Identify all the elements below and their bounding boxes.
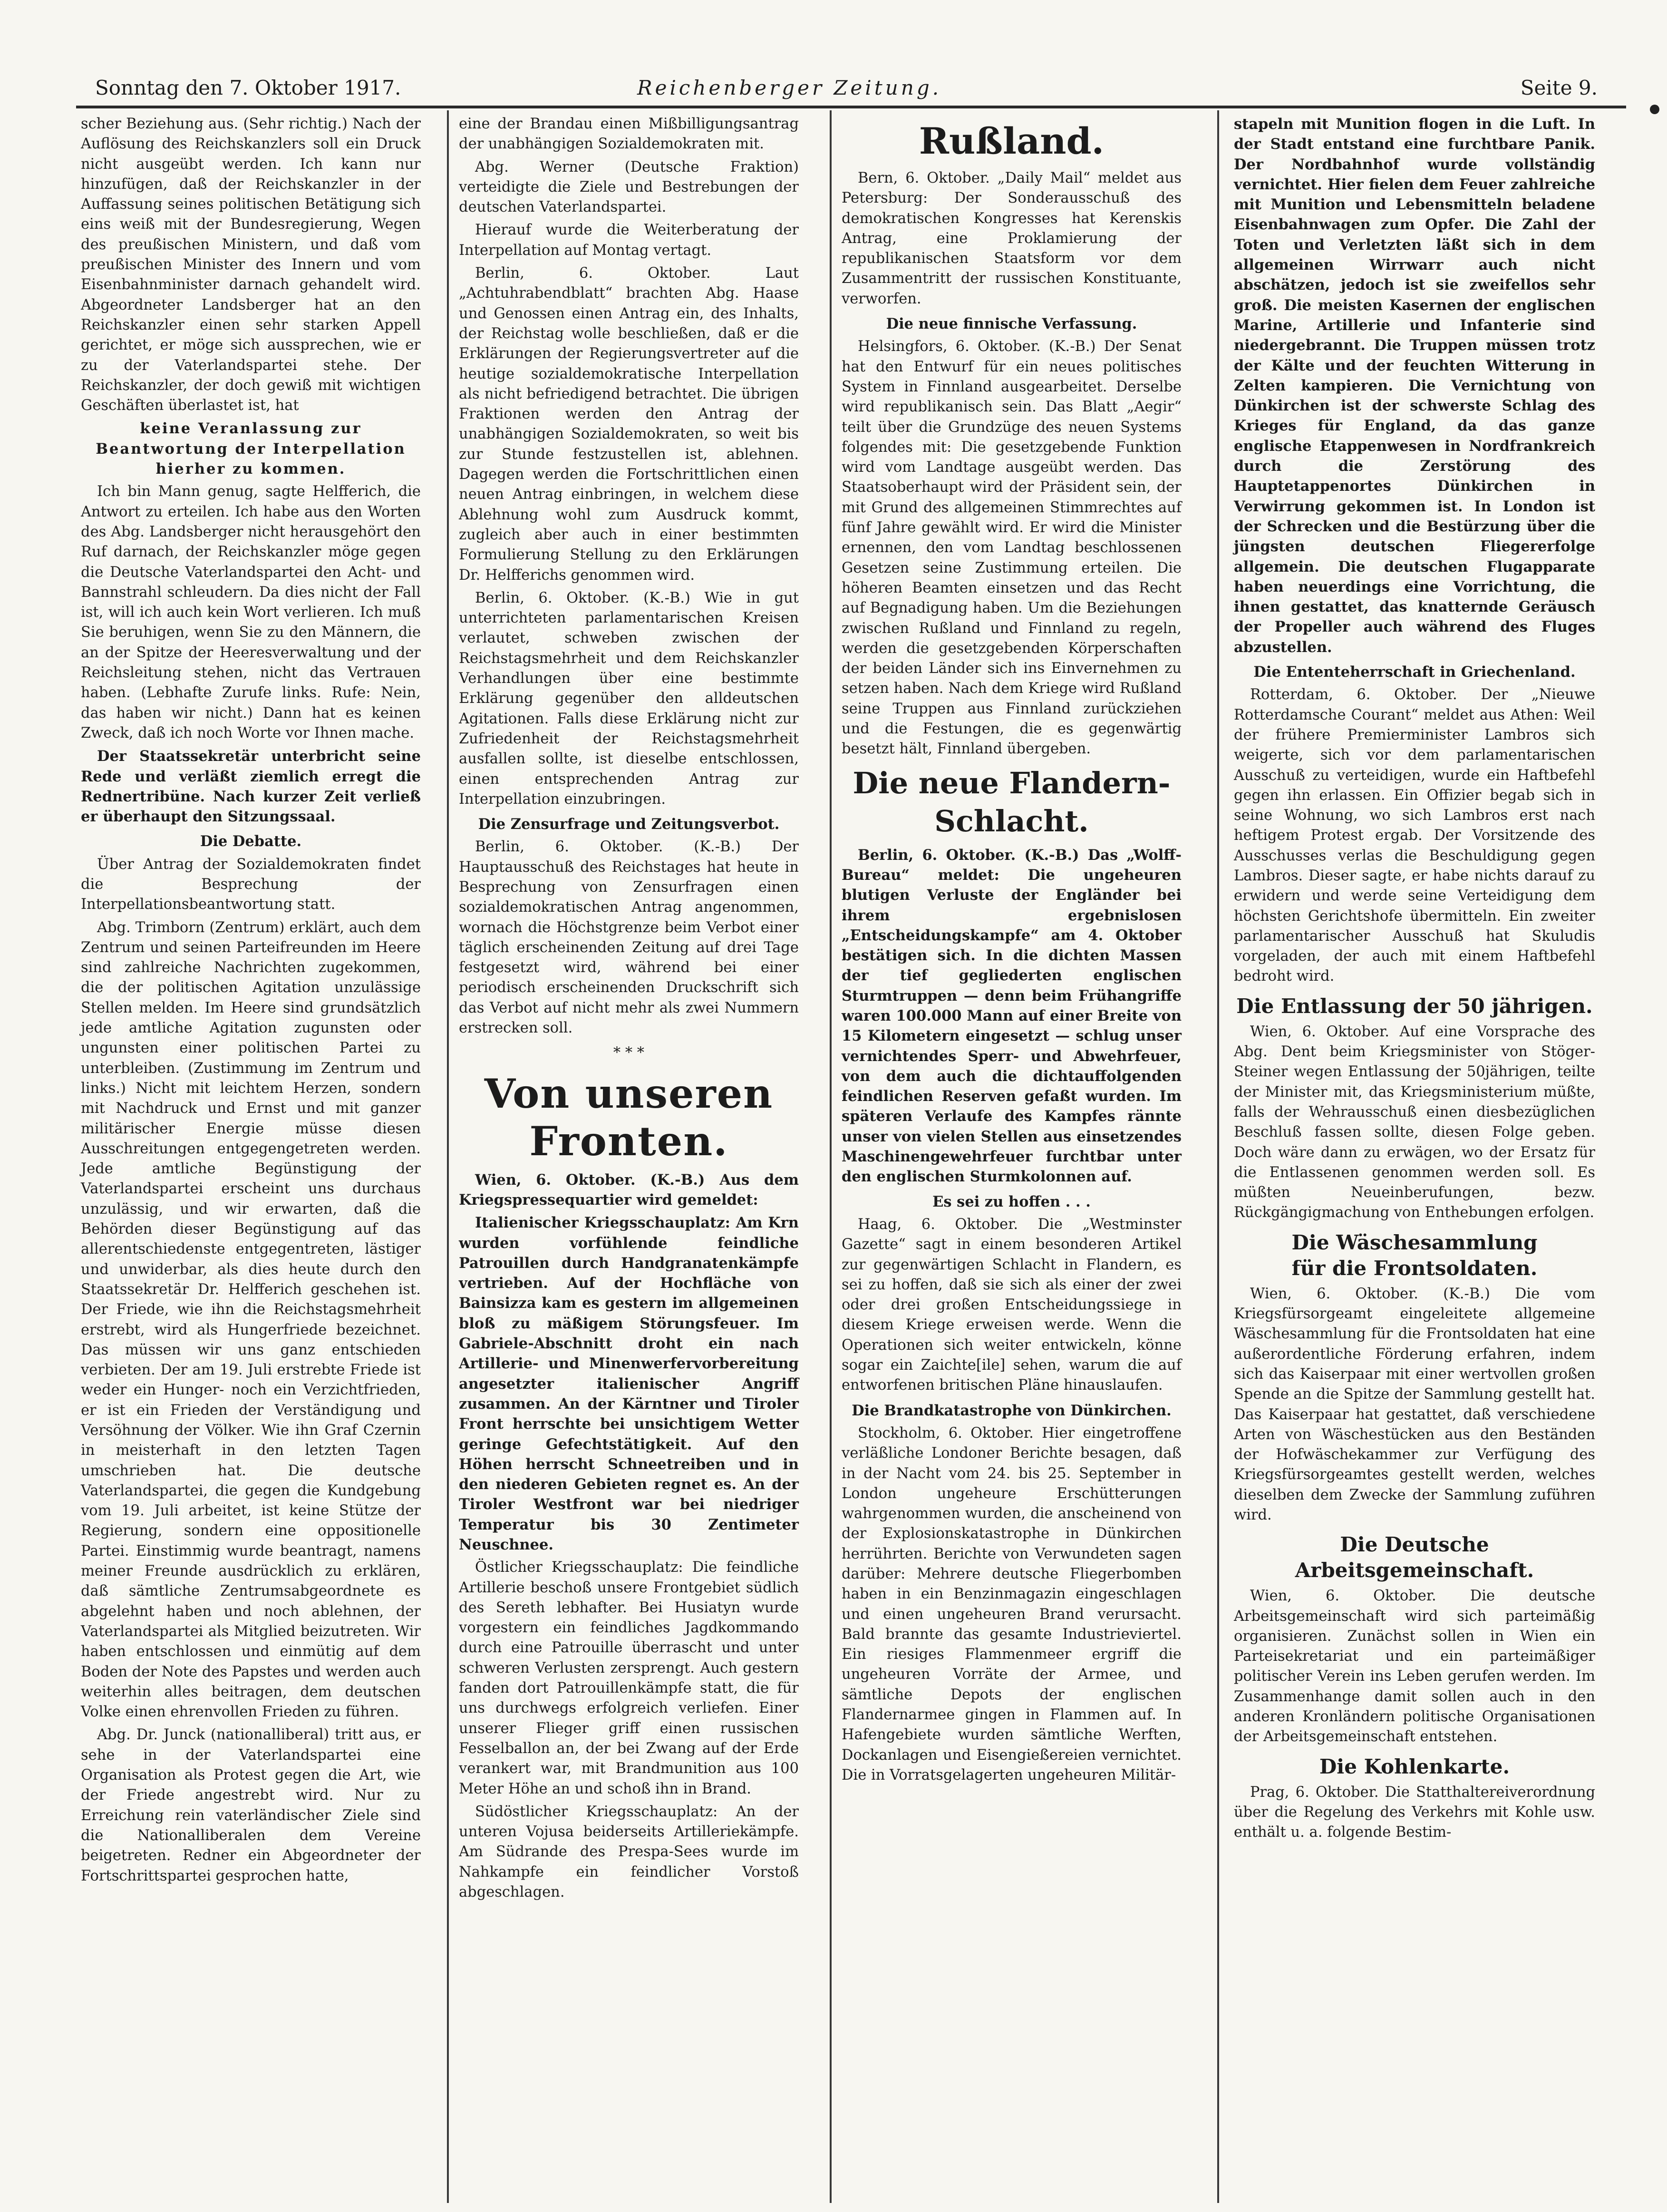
paragraph: Hierauf wurde die Weiterberatung der Interpellation auf Montag vertagt. — [459, 222, 799, 259]
paragraph: Berlin, 6. Oktober. (K.-B.) Wie in gut unterrichteten parlamentarischen Kreisen verlautet, schweben zwischen der Reichstagsmehrheit und dem Reichskanzler Verhandlungen über eine bestimmte Erklärung gegenüber den alldeutschen Agitationen. Falls diese Erklärung nicht zur Zufriedenheit der Reichstagsmehrheit ausfallen sollte, ist dieselbe entschlossen, einen entsprechenden Antrag zur Interpellation einzubringen. — [459, 589, 799, 808]
paragraph: Italienischer Kriegsschauplatz: Am Krn wurden vorfühlende feindliche Patrouillen durch Handgranatenkämpfe vertrieben. Auf der Hochfläche von Bainsizza kam es gestern im allgemeinen bloß zu mäßigem Störungsfeuer. Im Gabriele-Abschnitt droht ein nach Artillerie- und Minenwerfervorbereitung angesetzter italienischer Angriff zusammen. An der Kärntner und Tiroler Front herrschte bei unsichtigem Wetter geringe Gefechtstätigkeit. Auf den Höhen herrscht Schneetreiben und in den niederen Gebieten regnet es. An der Tiroler Westfront war bei niedriger Temperatur bis 30 Zentimeter Neuschnee. — [459, 1214, 799, 1553]
issue-date: Sonntag den 7. Oktober 1917. — [95, 76, 401, 99]
paragraph: keine Veranlassung zur Beantwortung der Interpellation hierher zu kommen. — [96, 420, 406, 478]
column-3 — [842, 114, 1182, 1788]
section-heading: Die Ententeherrschaft in Griechenland. — [1253, 663, 1576, 681]
separator-stars: * * * — [613, 1044, 645, 1062]
headline-russia: Rußland. — [919, 120, 1105, 162]
paragraph: Über Antrag der Sozialdemokraten findet die Besprechung der Interpellationsbeantwortung statt. — [81, 856, 421, 913]
header-rule — [76, 106, 1626, 108]
masthead — [76, 71, 1598, 105]
section-heading: Die Brandkatastrophe von Dünkirchen. — [852, 1402, 1172, 1419]
headline-laundry-1: Die Wäschesammlung — [1291, 1230, 1538, 1254]
column-divider — [1217, 110, 1219, 2203]
paragraph: Berlin, 6. Oktober. (K.-B.) Das „Wolff-Bureau“ meldet: Die ungeheuren blutigen Verluste der Engländer bei ihrem ergebnislosen „Entscheidungskampfe“ am 4. Oktober bestätigen sich. In die dichten Massen der tief gegliederten englischen Sturmtruppen — denn beim Frühangriffe waren 100.000 Mann auf einer Breite von 15 Kilometern eingesetzt — schlug unser vernichtendes Sperr- und Abwehrfeuer, von dem auch die dichtauffolgenden feindlichen Reserven gefaßt wurden. Im späteren Verlaufe des Kampfes rännte unser von vielen Stellen aus einsetzendes Maschinengewehrfeuer furchtbar unter den englischen Sturmkolonnen auf. — [842, 846, 1182, 1186]
column-4 — [1234, 114, 1595, 1846]
page-number: Seite 9. — [1520, 76, 1598, 99]
column-2 — [459, 114, 799, 1905]
paragraph: Abg. Werner (Deutsche Fraktion) verteidigte die Ziele und Bestrebungen der deutschen Vaterlandspartei. — [459, 158, 799, 216]
newspaper-title: Reichenberger Zeitung. — [637, 76, 942, 99]
section-heading: Die neue finnische Verfassung. — [886, 315, 1137, 333]
column-1 — [81, 114, 421, 1889]
paragraph: Abg. Dr. Junck (nationalliberal) tritt aus, er sehe in der Vaterlandspartei eine Organisation als Protest gegen die Art, wie der Friede angestrebt wird. Nur zu Erreichung rein vaterländischer Ziele sind die Nationalliberalen dem Vereine beigetreten. Redner ein Abgeordneter der Fortschrittspartei gesprochen hatte, — [81, 1726, 421, 1884]
paragraph: Haag, 6. Oktober. Die „Westminster Gazette“ sagt in einem besonderen Artikel zur gegenwärtigen Schlacht in Flandern, es sei zu hoffen, daß sie sich als einer der zwei oder drei großen Entscheidungssiege in diesem Kriege erweisen werde. Wenn die Operationen sich weiter entwickeln, könne sogar ein Zaichte[ile] sehen, warum die auf entworfenen britischen Pläne hinauslaufen. — [842, 1216, 1182, 1394]
headline-discharge: Die Entlassung der 50 jährigen. — [1236, 994, 1593, 1018]
paragraph: Südöstlicher Kriegsschauplatz: An der unteren Vojusa beiderseits Artilleriekämpfe. Am Südrande des Prespa-Sees wurde im Nahkampfe ein feindlicher Vorstoß abgeschlagen. — [459, 1803, 799, 1901]
paragraph: scher Beziehung aus. (Sehr richtig.) Nach der Auflösung des Reichskanzlers soll ein Druck nicht ausgeübt werden. Ich kann nur hinzufügen, daß der Reichskanzler in der Auffassung seines politischen Betätigung sich eins weiß mit der Bundesregierung, Wegen des preußischen Ministern, und daß vom preußischen Minister des Innern und vom Eisenbahnminister darnach gehandelt wird. Abgeordneter Landsberger hat an den Reichskanzler einen sehr starken Appell gerichtet, er möge sich aussprechen, wie er zu der Vaterlandspartei stehe. Der Reichskanzler, der doch gewiß mit wichtigen Geschäften überlastet ist, hat — [81, 116, 421, 414]
paragraph: Berlin, 6. Oktober. (K.-B.) Der Hauptausschuß des Reichstages hat heute in Besprechung von Zensurfragen einen sozialdemokratischen Antrag angenommen, wornach die Höchstgrenze beim Verbot einer täglich erscheinenden Zeitung auf drei Tage festgesetzt wird, während bei einer periodisch erscheinenden Druckschrift sich das Verbot auf nicht mehr als zwei Nummern erstrecken soll. — [459, 838, 799, 1037]
paragraph: Prag, 6. Oktober. Die Statthaltereiverordnung über die Regelung des Verkehrs mit Kohle usw. enthält u. a. folgende Bestim- — [1234, 1783, 1595, 1841]
paragraph: Wien, 6. Oktober. Auf eine Vorsprache des Abg. Dent beim Kriegsminister von Stöger-Steiner wegen Entlassung der 50jährigen, teilte der Minister mit, das Kriegsministerium müßte, falls der Wehrausschuß einen diesbezüglichen Beschluß fassen sollte, diesen Folge geben. Doch wäre dann zu erwägen, wo der Ersatz für die Entlassenen genommen werden soll. Es müßten Neueinberufungen, bezw. Rückgängigmachung von Enthebungen erfolgen. — [1234, 1023, 1595, 1221]
paragraph: Wien, 6. Oktober. (K.-B.) Die vom Kriegsfürsorgeamt eingeleitete allgemeine Wäschesammlung für die Frontsoldaten hat eine außerordentliche Förderung erfahren, indem sich das Kaiserpaar mit einer wertvollen großen Spende an die Spitze der Sammlung gestellt hat. Das Kaiserpaar hat gestattet, daß verschiedene Arten von Wäschestücken aus den Beständen der Hofwäschekammer zur Verfügung des Kriegsfürsorgeamtes gestellt werden, welches dieselben dem Zwecke der Sammlung zuführen wird. — [1234, 1285, 1595, 1523]
paragraph: Stockholm, 6. Oktober. Hier eingetroffene verläßliche Londoner Berichte besagen, daß in der Nacht vom 24. bis 25. September in London ungeheure Erschütterungen wahrgenommen wurden, die anscheinend von der Explosionskatastrophe in Dünkirchen herrührten. Berichte von Verwundeten sagen darüber: Mehrere deutsche Fliegerbomben haben in ein Benzinmagazin eingeschlagen und einen ungeheuren Brand verursacht. Bald brannte das gesamte Industrieviertel. Ein riesiges Flammenmeer ergriff die ungeheuren Vorräte der Armee, und sämtliche Depots der englischen Flandernarmee gingen in Flammen auf. In Hafengebiete wurden sämtliche Werften, Dockanlagen und Eisengießereien vernichtet. Die in Vorratsgelagerten ungeheuren Militär- — [842, 1424, 1182, 1783]
paragraph: Abg. Trimborn (Zentrum) erklärt, auch dem Zentrum und seinen Parteifreunden im Heere sind zahlreiche Nachrichten zugekommen, die der politischen Agitation unzulässige Stellen melden. Im Heere sind grundsätzlich jede amtliche Agitation zugunsten oder ungunsten einer politischen Partei zu unterbleiben. (Zustimmung im Zentrum und links.) Nicht mit leichtem Herzen, sondern mit Nachdruck und Ernst und mit ganzer militärischer Energie müsse diesen Ausschreitungen entgegengetreten werden. Jede amtliche Begünstigung der Vaterlandspartei erscheint uns durchaus unzulässig, und wir erwarten, daß die Behörden dieser Begünstigung auf das allerentschiedenste entgegentreten, lästiger und unwiderbar, als dies heute durch den Staatssekretär Dr. Helfferich geschehen ist. Der Friede, wie ihn die Reichstagsmehrheit erstrebt, wird als Hungerfriede bezeichnet. Das müssen wir uns ganz entschieden verbieten. Der am 19. Juli erstrebte Friede ist weder ein Hunger- noch ein Verzichtfrieden, er ist ein Frieden der Verständigung und Versöhnung der Völker. Wie ihn Graf Czernin in meisterhaft in den letzten Tagen umschrieben hat. Die deutsche Vaterlandspartei, die gegen die Kundgebung vom 19. Juli arbeitet, ist keine Stütze der Regierung, sondern eine oppositionelle Partei. Einstimmig wurde beantragt, namens meiner Freunde ausdrücklich zu erklären, daß sämtliche Zentrumsabgeordnete es abgelehnt haben und noch ablehnen, der Vaterlandspartei als Mitglied beizutreten. Wir haben entschlossen und einmütig auf dem Boden der Note des Papstes und werden auch weiterhin alles beitragen, dem deutschen Volke einen ehrenvollen Frieden zu führen. — [81, 919, 421, 1721]
section-heading: Die Debatte. — [200, 833, 302, 850]
binding-mark — [1650, 105, 1659, 114]
paragraph: Berlin, 6. Oktober. Laut „Achtuhrabendblatt“ brachten Abg. Haase und Genossen einen Antrag ein, des Inhalts, der Reichstag wolle beschließen, daß er die Erklärungen der Regierungsvertreter auf die heutige sozialdemokratische Interpellation als nicht befriedigend betrachtet. Die übrigen Fraktionen werden den Antrag der unabhängigen Sozialdemokraten, so weit bis zur Stunde festzustellen ist, ablehnen. Dagegen werden die Fortschrittlichen einen neuen Antrag einbringen, in welchem diese Ablehnung wohl zum Ausdruck kommt, zugleich aber auch in einer bestimmten Formulierung Stellung zu den Erklärungen Dr. Helfferichs genommen wird. — [459, 265, 799, 584]
headline-flanders: Die neue Flandern-Schlacht. — [853, 765, 1171, 838]
paragraph: Helsingfors, 6. Oktober. (K.-B.) Der Senat hat den Entwurf für ein neues politisches System in Finnland ausgearbeitet. Derselbe wird republikanisch sein. Das Blatt „Aegir“ teilt über die Grundzüge des neuen Systems folgendes mit: Die gesetzgebende Funktion wird vom Landtage ausgeübt werden. Das Staatsoberhaupt wird der Präsident sein, der mit Grund des allgemeinen Stimmrechtes auf fünf Jahre gewählt wird. Er wird die Minister ernennen, den vom Landtag beschlossenen Gesetzen seine Zustimmung erteilen. Die höheren Beamten einsetzen und das Recht auf Begnadigung haben. Um die Beziehungen zwischen Rußland und Finnland zu regeln, werden die gesetzgebenden Körperschaften der beiden Länder sich ins Einvernehmen zu setzen haben. Nach dem Kriege wird Rußland seine Truppen aus Finnland zurückziehen und die Festungen, die es gegenwärtig besetzt hält, Finnland übergeben. — [842, 338, 1182, 758]
paragraph: eine der Brandau einen Mißbilligungsantrag der unabhängigen Sozialdemokraten mit. — [459, 116, 799, 153]
paragraph: Bern, 6. Oktober. „Daily Mail“ meldet aus Petersburg: Der Sonderausschuß des demokratischen Kongresses hat Kerenskis Antrag, eine Proklamierung der republikanischen Staatsform vor dem Zusammentritt der russischen Konstituante, verworfen. — [842, 170, 1182, 307]
headline-working-group: Die Deutsche Arbeitsgemeinschaft. — [1295, 1533, 1534, 1582]
paragraph: Wien, 6. Oktober. Die deutsche Arbeitsgemeinschaft wird sich parteimäßig organisieren. Zunächst sollen in Wien ein Parteisekretariat und ein parteimäßiger politischer Verein ins Leben gerufen werden. Im Zusammenhange damit sollen auch in den anderen Kronländern politische Organisationen der Arbeitsgemeinschaft entstehen. — [1234, 1588, 1595, 1745]
headline-coal-card: Die Kohlenkarte. — [1319, 1754, 1510, 1778]
section-heading: Es sei zu hoffen . . . — [932, 1193, 1091, 1210]
paragraph: Rotterdam, 6. Oktober. Der „Nieuwe Rotterdamsche Courant“ meldet aus Athen: Weil der frühere Premierminister Lambros sich weigerte, sich vor dem parlamentarischen Ausschuß zu verteidigen, wurde ein Haftbefehl gegen ihn erlassen. Ein Offizier begab sich in seine Wohnung, wo sich Lambros erst nach heftigem Protest ergab. Der Vorsitzende des Ausschusses verlas die Beschuldigung gegen Lambros. Dieser sagte, er habe nichts darauf zu erwidern und werde seine Verteidigung dem höchsten Gerichtshofe übermitteln. Ein zweiter parlamentarischer Ausschuß hat Skuludis vorgeladen, der auch mit einem Haftbefehl bedroht wird. — [1234, 686, 1595, 985]
headline-laundry-2: für die Frontsoldaten. — [1291, 1256, 1538, 1280]
headline-fronts: Von unseren Fronten. — [484, 1070, 774, 1165]
paragraph: Ich bin Mann genug, sagte Helfferich, die Antwort zu erteilen. Ich habe aus den Worten des Abg. Landsberger nicht herausgehört den Ruf darnach, der Reichskanzler möge gegen die Deutsche Vaterlandspartei den Acht- und Bannstrahl schleudern. Da dies nicht der Fall ist, will ich auch kein Wort verlieren. Ich muß Sie beruhigen, wenn Sie zu den Männern, die an der Spitze der Heeresverwaltung und der Reichsleitung stehen, nicht das Vertrauen haben. (Lebhafte Zurufe links. Rufe: Nein, das haben wir nicht.) Dann hat es keinen Zweck, daß ich noch Worte vor Ihnen mache. — [81, 483, 421, 741]
paragraph: stapeln mit Munition flogen in die Luft. In der Stadt entstand eine furchtbare Panik. Der Nordbahnhof wurde vollständig vernichtet. Hier fielen dem Feuer zahlreiche mit Munition und Lebensmitteln beladene Eisenbahnwagen zum Opfer. Die Zahl der Toten und Verletzten läßt sich in dem allgemeinen Wirrwarr auch nicht abschätzen, jedoch ist sie zweifellos sehr groß. Die meisten Kasernen der englischen Marine, Artillerie und Infanterie sind niedergebrannt. Die Truppen müssen trotz der Kälte und der feuchten Witterung in Zelten kampieren. Die Vernichtung von Dünkirchen ist der schwerste Schlag des Krieges für England, da das ganze englische Etappenwesen in Nordfrankreich durch die Zerstörung des Hauptetappenortes Dünkirchen in Verwirrung gekommen ist. In London ist der Schrecken und die Bestürzung über die jüngsten deutschen Fliegererfolge allgemein. Die deutschen Flugapparate haben neuerdings eine Vorrichtung, die ihnen gestattet, das knatternde Geräusch der Propeller auch während des Fluges abzustellen. — [1234, 116, 1595, 656]
column-divider — [447, 110, 449, 2203]
paragraph: Östlicher Kriegsschauplatz: Die feindliche Artillerie beschoß unsere Frontgebiet südlich des Sereth lebhafter. Bei Husiatyn wurde vorgestern ein feindliches Jagdkommando durch eine Patrouille überrascht und unter schweren Verlusten zersprengt. Auch gestern fanden dort Patrouillenkämpfe statt, die für uns durchwegs erfolgreich verliefen. Einer unserer Flieger griff einen russischen Fesselballon an, der bei Zwang auf der Erde verankert war, mit Brandmunition aus 100 Meter Höhe an und schoß ihn in Brand. — [459, 1559, 799, 1797]
column-divider — [830, 110, 832, 2203]
paragraph: Der Staatssekretär unterbricht seine Rede und verläßt ziemlich erregt die Rednertribüne. Nach kurzer Zeit verließ er überhaupt den Sitzungssaal. — [81, 748, 421, 826]
paragraph: Wien, 6. Oktober. (K.-B.) Aus dem Kriegspressequartier wird gemeldet: — [459, 1171, 799, 1208]
section-heading: Die Zensurfrage und Zeitungsverbot. — [478, 816, 780, 833]
